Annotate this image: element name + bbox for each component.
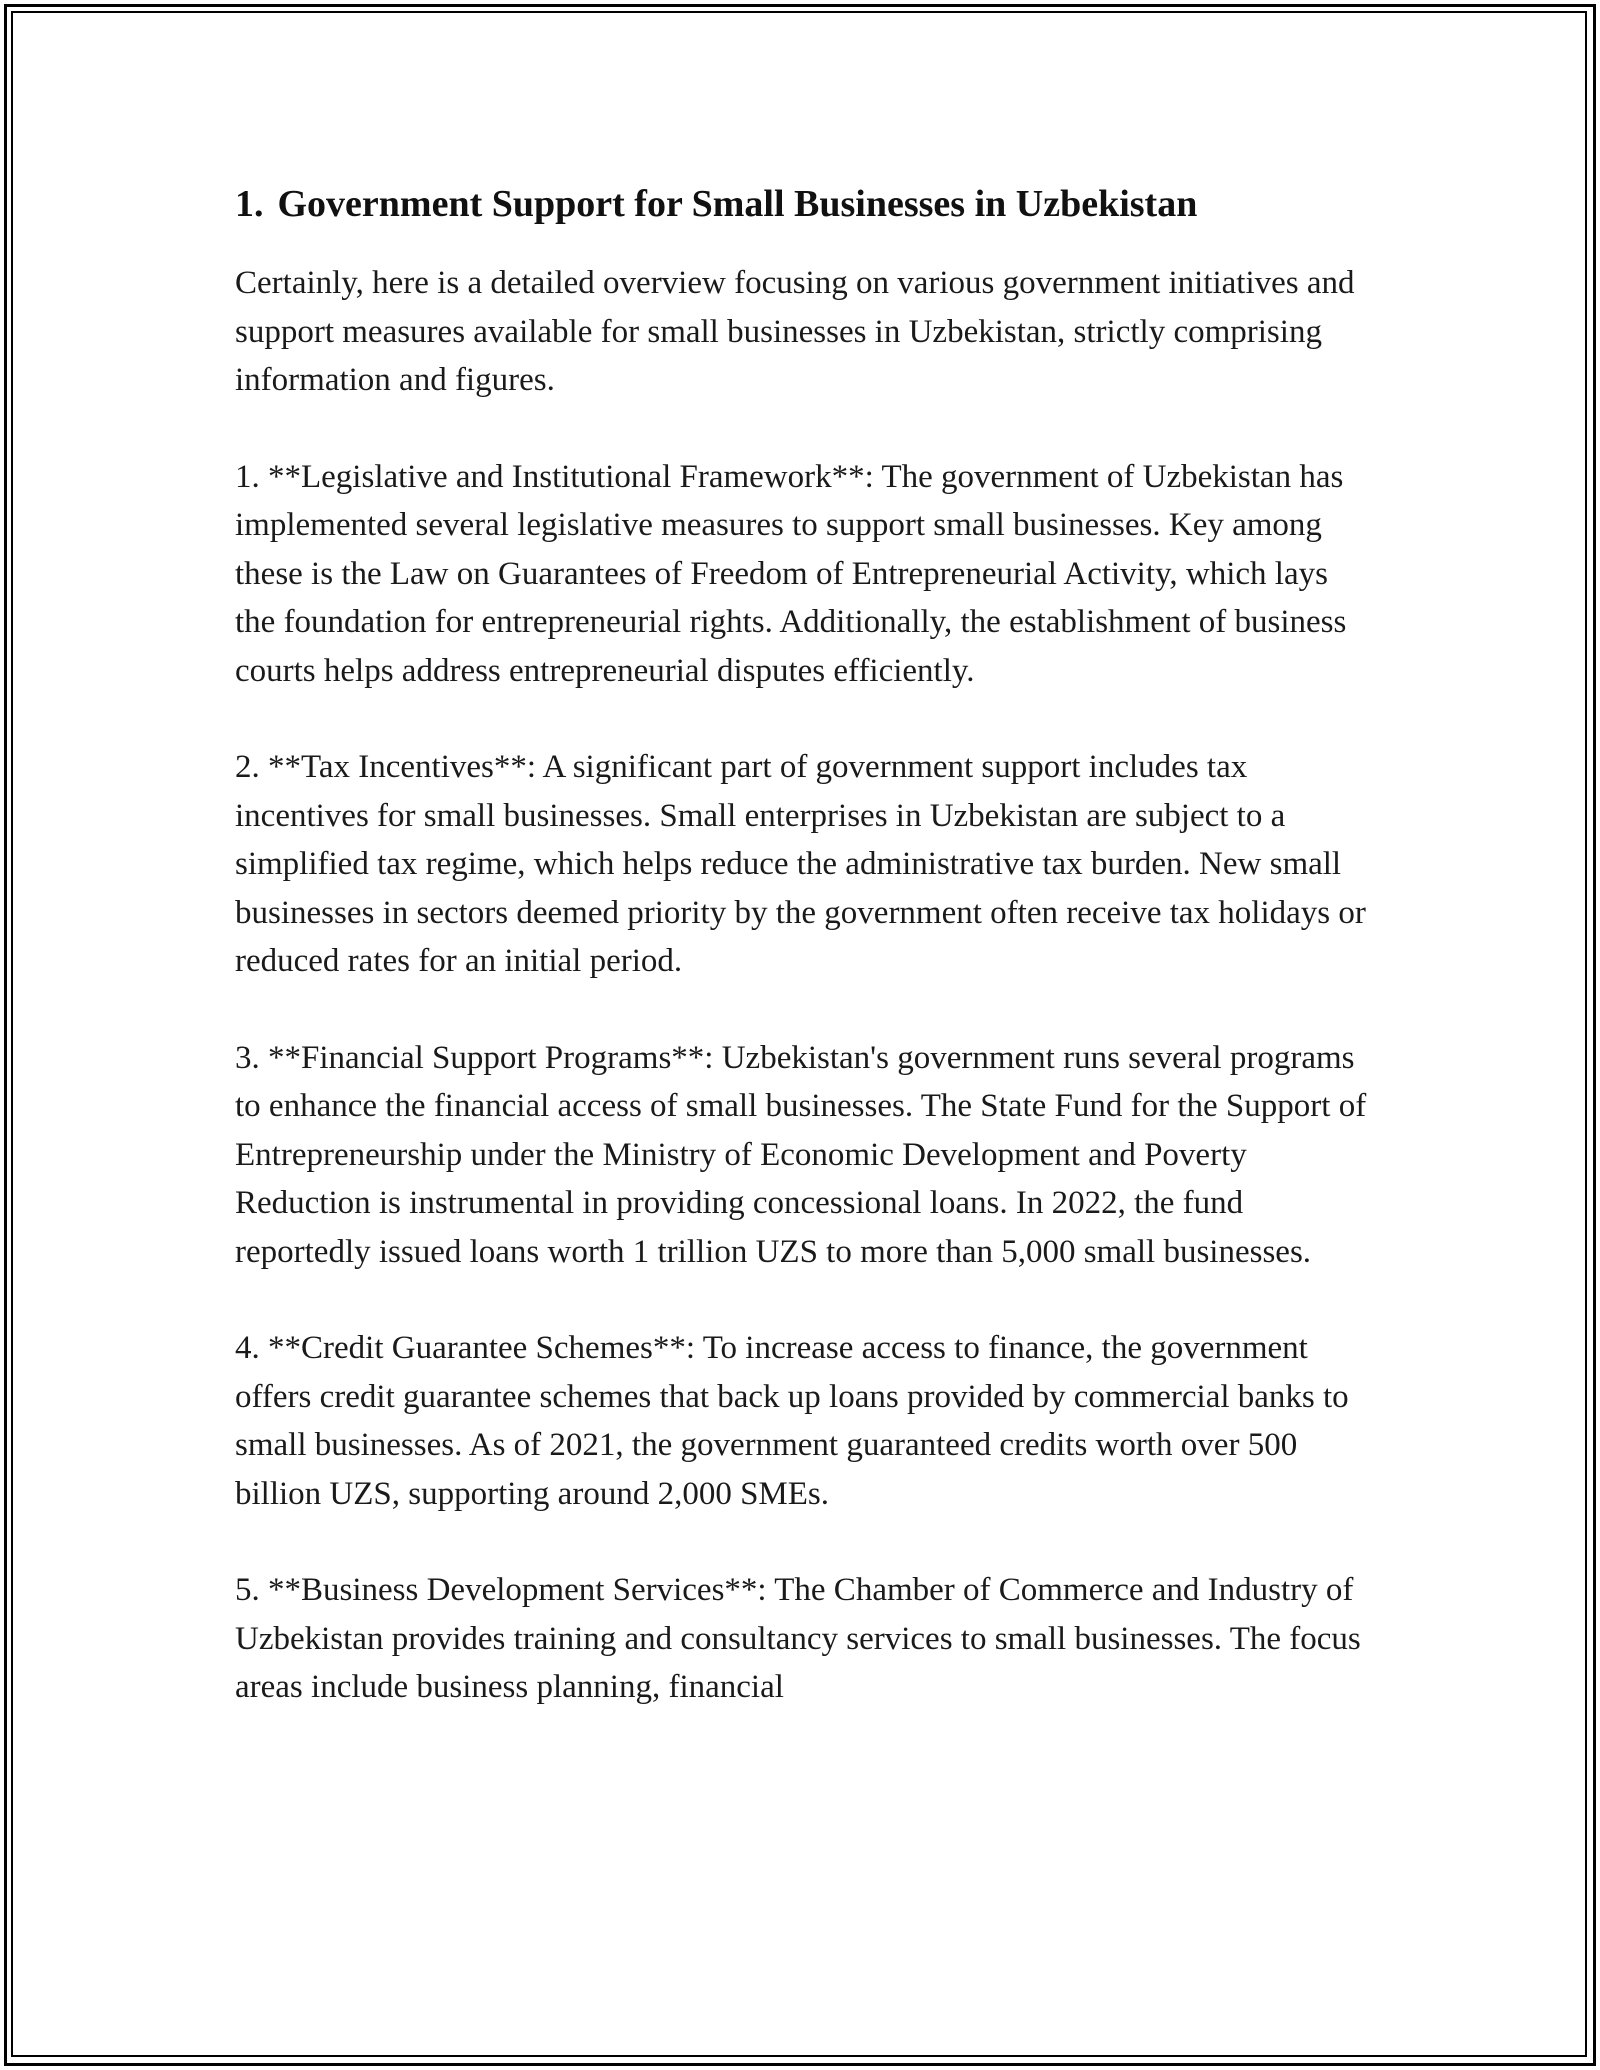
paragraph-business-development: 5. **Business Development Services**: The Chamber of Commerce and Industry of Uzbekistan provides training and consultancy services to small businesses. The focus areas include business planning, financial — [235, 1572, 1361, 1706]
paragraph-tax-incentives: 2. **Tax Incentives**: A significant part of government support includes tax incentives for small businesses. Small enterprises in Uzbekistan are subject to a simplified tax regime, which helps reduce the administrative tax burden. New small businesses in sectors deemed priority by the government often receive tax holidays or reduced rates for an initial period. — [235, 749, 1366, 980]
paragraph-credit-guarantee: 4. **Credit Guarantee Schemes**: To increase access to finance, the government offers credit guarantee schemes that back up loans provided by commercial banks to small businesses. As of 2021, the government guaranteed credits worth over 500 billion UZS, supporting around 2,000 SMEs. — [235, 1330, 1349, 1512]
intro-paragraph: Certainly, here is a detailed overview focusing on various government initiatives and support measures available for small businesses in Uzbekistan, strictly comprising information and figures. — [235, 265, 1355, 399]
document-heading — [235, 180, 1375, 229]
heading-text: Government Support for Small Businesses in Uzbekistan — [277, 183, 1198, 225]
paragraph-legislative-framework: 1. **Legislative and Institutional Framework**: The government of Uzbekistan has implemented several legislative measures to support small businesses. Key among these is the Law on Guarantees of Freedom of Entrepreneurial Activity, which lays the foundation for entrepreneurial rights. Additionally, the establishment of business courts helps address entrepreneurial disputes efficiently. — [235, 458, 1347, 689]
heading-number: 1. — [235, 183, 264, 225]
document-body — [235, 180, 1375, 1760]
paragraph-financial-support: 3. **Financial Support Programs**: Uzbekistan's government runs several programs to enhance the financial access of small businesses. The State Fund for the Support of Entrepreneurship under the Ministry of Economic Development and Poverty Reduction is instrumental in providing concessional loans. In 2022, the fund reportedly issued loans worth 1 trillion UZS to more than 5,000 small businesses. — [235, 1039, 1367, 1270]
